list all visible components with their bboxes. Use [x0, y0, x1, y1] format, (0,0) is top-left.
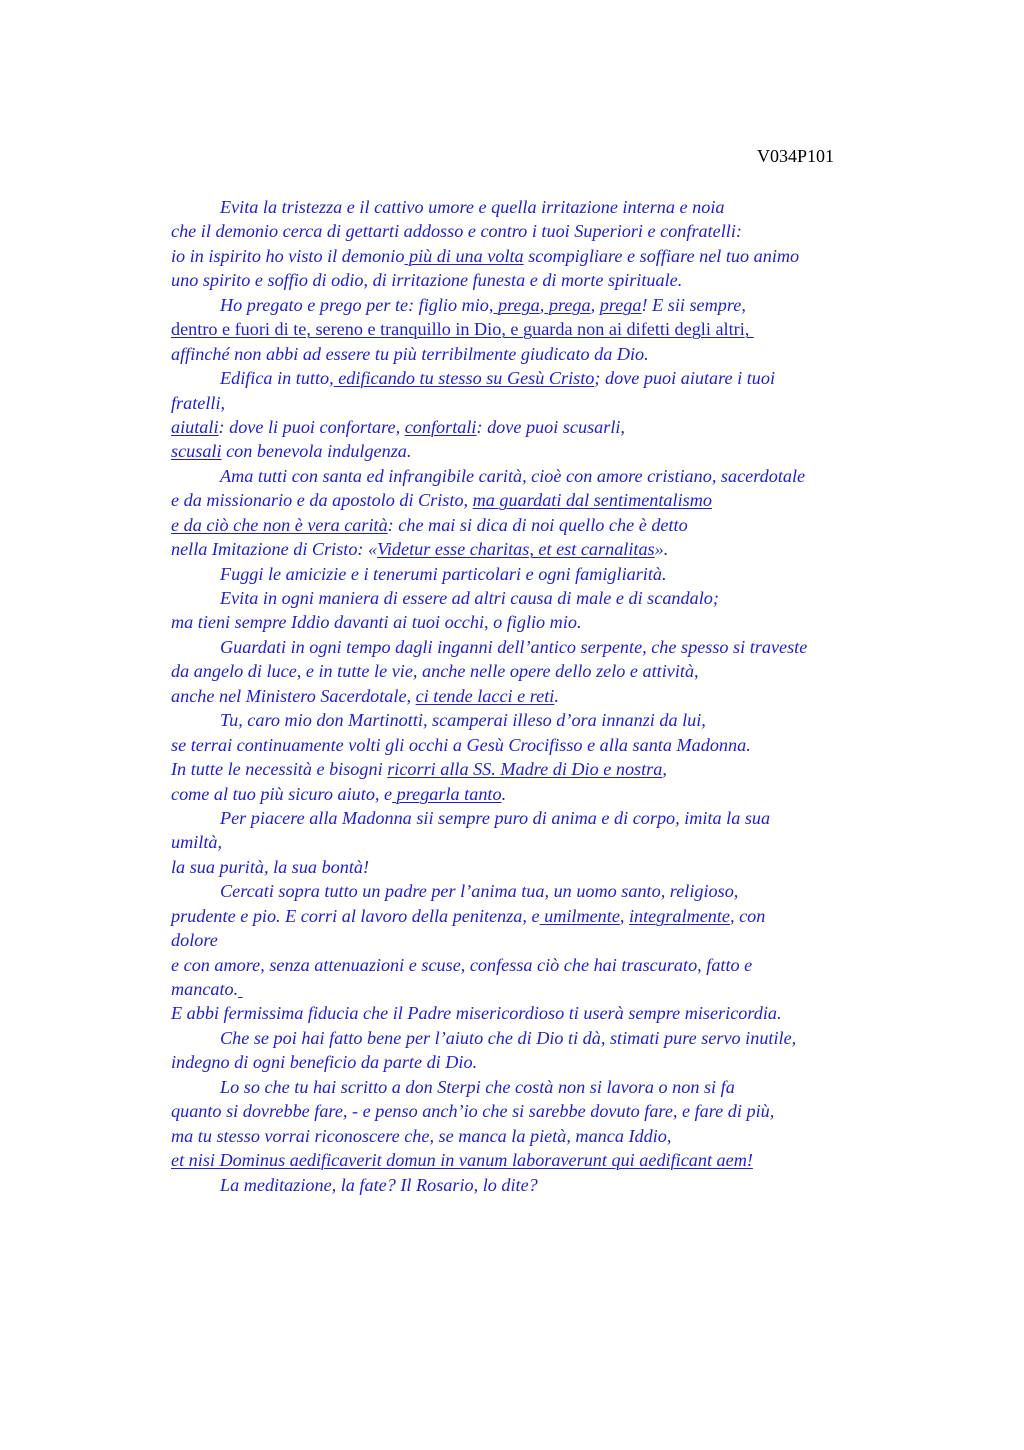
- underlined-text: dentro e fuori di te, sereno e tranquillo in Dio, e guarda non ai difetti degli altri,: [171, 319, 754, 340]
- text-line: [171, 488, 901, 512]
- text-line: [171, 195, 901, 219]
- text-line: [171, 342, 901, 366]
- text-line: [171, 366, 901, 390]
- text-line: [171, 733, 901, 757]
- text-line: [171, 586, 901, 610]
- text-line: [171, 635, 901, 659]
- underlined-text: edificando tu stesso su Gesù Cristo: [333, 368, 595, 389]
- text-run: Lo so che tu hai scritto a don Sterpi che costà non si lavora o non si fa: [220, 1076, 735, 1097]
- text-run: ! E sii sempre,: [641, 294, 746, 315]
- text-run: ; dove puoi aiutare i tuoi: [594, 368, 776, 389]
- underlined-text: pregarla tanto: [392, 783, 502, 804]
- text-line: [171, 464, 901, 488]
- text-run: indegno di ogni beneficio da parte di Dio.: [171, 1052, 478, 1073]
- text-run: ».: [654, 539, 669, 560]
- text-run: quanto si dovrebbe fare, - e penso anch’io che si sarebbe dovuto fare, e fare di più,: [171, 1101, 775, 1122]
- text-line: [171, 684, 901, 708]
- text-run: e da missionario e da apostolo di Cristo,: [171, 490, 473, 511]
- text-run: da angelo di luce, e in tutte le vie, anche nelle opere dello zelo e attività,: [171, 661, 699, 682]
- letter-body: [171, 195, 901, 1197]
- text-line: [171, 904, 901, 928]
- underlined-text: ci tende lacci e reti: [415, 685, 555, 706]
- underlined-text: ma guardati dal sentimentalismo: [472, 490, 712, 511]
- underlined-text: Videtur esse charitas, et est carnalitas: [377, 539, 655, 560]
- text-line: [171, 708, 901, 732]
- underlined-text: prega: [493, 294, 540, 315]
- text-run: ,: [539, 294, 545, 315]
- text-run: affinché non abbi ad essere tu più terribilmente giudicato da Dio.: [171, 343, 649, 364]
- text-run: In tutte le necessità e bisogni: [171, 759, 388, 780]
- text-line: [171, 1099, 901, 1123]
- text-run: : dove puoi scusarli,: [476, 416, 625, 437]
- text-run: come al tuo più sicuro aiuto, e: [171, 783, 393, 804]
- text-run: Evita la tristezza e il cattivo umore e quella irritazione interna e noia: [220, 197, 725, 217]
- text-run: La meditazione, la fate? Il Rosario, lo dite?: [220, 1174, 538, 1195]
- text-line: [171, 953, 901, 977]
- text-run: umiltà,: [171, 832, 223, 853]
- text-run: Ama tutti con santa ed infrangibile carità, cioè con amore cristiano, sacerdotale: [220, 465, 806, 486]
- text-run: Edifica in tutto,: [220, 368, 334, 389]
- text-run: Che se poi hai fatto bene per l’aiuto che di Dio ti dà, stimati pure servo inutile,: [220, 1027, 797, 1048]
- text-run: E abbi fermissima fiducia che il Padre misericordioso ti userà sempre misericordia.: [171, 1003, 782, 1024]
- text-line: [171, 1001, 901, 1025]
- underlined-text: scusali: [171, 441, 222, 462]
- text-line: [171, 562, 901, 586]
- text-run: mancato.: [171, 979, 239, 999]
- text-line: [171, 1124, 901, 1148]
- text-run: io in ispirito ho visto il demonio: [171, 245, 405, 266]
- text-line: [171, 928, 901, 952]
- text-run: la sua purità, la sua bontà!: [171, 856, 370, 877]
- text-line: [171, 1148, 901, 1172]
- text-run: : che mai si dica di noi quello che è detto: [387, 514, 688, 535]
- text-run: Cercati sopra tutto un padre per l’anima tua, un uomo santo, religioso,: [220, 881, 739, 902]
- underlined-text: confortali: [404, 416, 477, 437]
- text-line: [171, 977, 901, 1001]
- text-line: [171, 659, 901, 683]
- text-run: ma tieni sempre Iddio davanti ai tuoi occhi, o figlio mio.: [171, 612, 582, 633]
- text-line: [171, 513, 901, 537]
- text-run: Per piacere alla Madonna sii sempre puro di anima e di corpo, imita la sua: [220, 807, 771, 828]
- underlined-text: ricorri alla SS. Madre di Dio e nostra: [387, 759, 663, 780]
- underlined-text: et nisi Dominus aedificaverit domun in vanum laboraverunt qui aedificant aem!: [171, 1150, 753, 1171]
- text-run: con benevola indulgenza.: [221, 441, 412, 462]
- text-line: [171, 268, 901, 292]
- text-run: fratelli,: [171, 392, 226, 413]
- text-line: [171, 855, 901, 879]
- text-line: [171, 391, 901, 415]
- text-line: [171, 1075, 901, 1099]
- underlined-text: integralmente: [628, 905, 731, 926]
- page-code: V034P101: [757, 146, 835, 166]
- text-line: [171, 879, 901, 903]
- text-run: .: [501, 783, 507, 804]
- text-run: dolore: [171, 930, 218, 951]
- text-line: [171, 757, 901, 781]
- text-run: Tu, caro mio don Martinotti, scamperai illeso d’ora innanzi da lui,: [220, 710, 706, 731]
- text-run: Fuggi le amicizie e i tenerumi particolari e ogni famigliarità.: [220, 563, 667, 584]
- underlined-text: [238, 979, 243, 999]
- text-run: prudente e pio. E corri al lavoro della penitenza, e: [171, 905, 540, 926]
- text-line: [171, 293, 901, 317]
- text-line: [171, 1050, 901, 1074]
- underlined-text: e da ciò che non è vera carità: [171, 514, 388, 535]
- text-line: [171, 219, 901, 243]
- text-run: ,: [662, 759, 667, 780]
- text-run: che il demonio cerca di gettarti addosso e contro i tuoi Superiori e confratelli:: [171, 221, 742, 242]
- underlined-text: umilmente: [539, 905, 620, 926]
- text-line: [171, 610, 901, 634]
- text-line: [171, 244, 901, 268]
- text-line: [171, 537, 901, 561]
- underlined-text: più di una volta: [404, 245, 524, 266]
- text-run: ma tu stesso vorrai riconoscere che, se manca la pietà, manca Iddio,: [171, 1125, 672, 1146]
- text-run: ,: [619, 905, 629, 926]
- text-line: [171, 415, 901, 439]
- text-run: Guardati in ogni tempo dagli inganni dell’antico serpente, che spesso si traveste: [220, 636, 808, 657]
- text-run: scompigliare e soffiare nel tuo animo: [523, 245, 800, 266]
- text-line: [171, 806, 901, 830]
- text-run: Ho pregato e prego per te: figlio mio,: [220, 294, 494, 315]
- text-run: ,: [590, 294, 600, 315]
- text-run: Evita in ogni maniera di essere ad altri causa di male e di scandalo;: [220, 588, 719, 608]
- text-line: [171, 439, 901, 463]
- text-run: , con: [730, 905, 766, 926]
- text-run: anche nel Ministero Sacerdotale,: [171, 685, 416, 706]
- text-run: e con amore, senza attenuazioni e scuse, confessa ciò che hai trascurato, fatto e: [171, 954, 753, 975]
- text-run: uno spirito e soffio di odio, di irritazione funesta e di morte spirituale.: [171, 270, 683, 291]
- underlined-text: prega: [544, 294, 591, 315]
- text-line: [171, 782, 901, 806]
- text-run: .: [554, 685, 559, 706]
- text-run: : dove li puoi confortare,: [218, 416, 405, 437]
- text-line: [171, 317, 901, 341]
- underlined-text: prega: [599, 294, 642, 315]
- text-run: nella Imitazione di Cristo: «: [171, 539, 378, 560]
- text-line: [171, 1173, 901, 1197]
- text-line: [171, 1026, 901, 1050]
- text-run: se terrai continuamente volti gli occhi a Gesù Crocifisso e alla santa Madonna.: [171, 734, 751, 755]
- text-line: [171, 830, 901, 854]
- underlined-text: aiutali: [171, 416, 219, 437]
